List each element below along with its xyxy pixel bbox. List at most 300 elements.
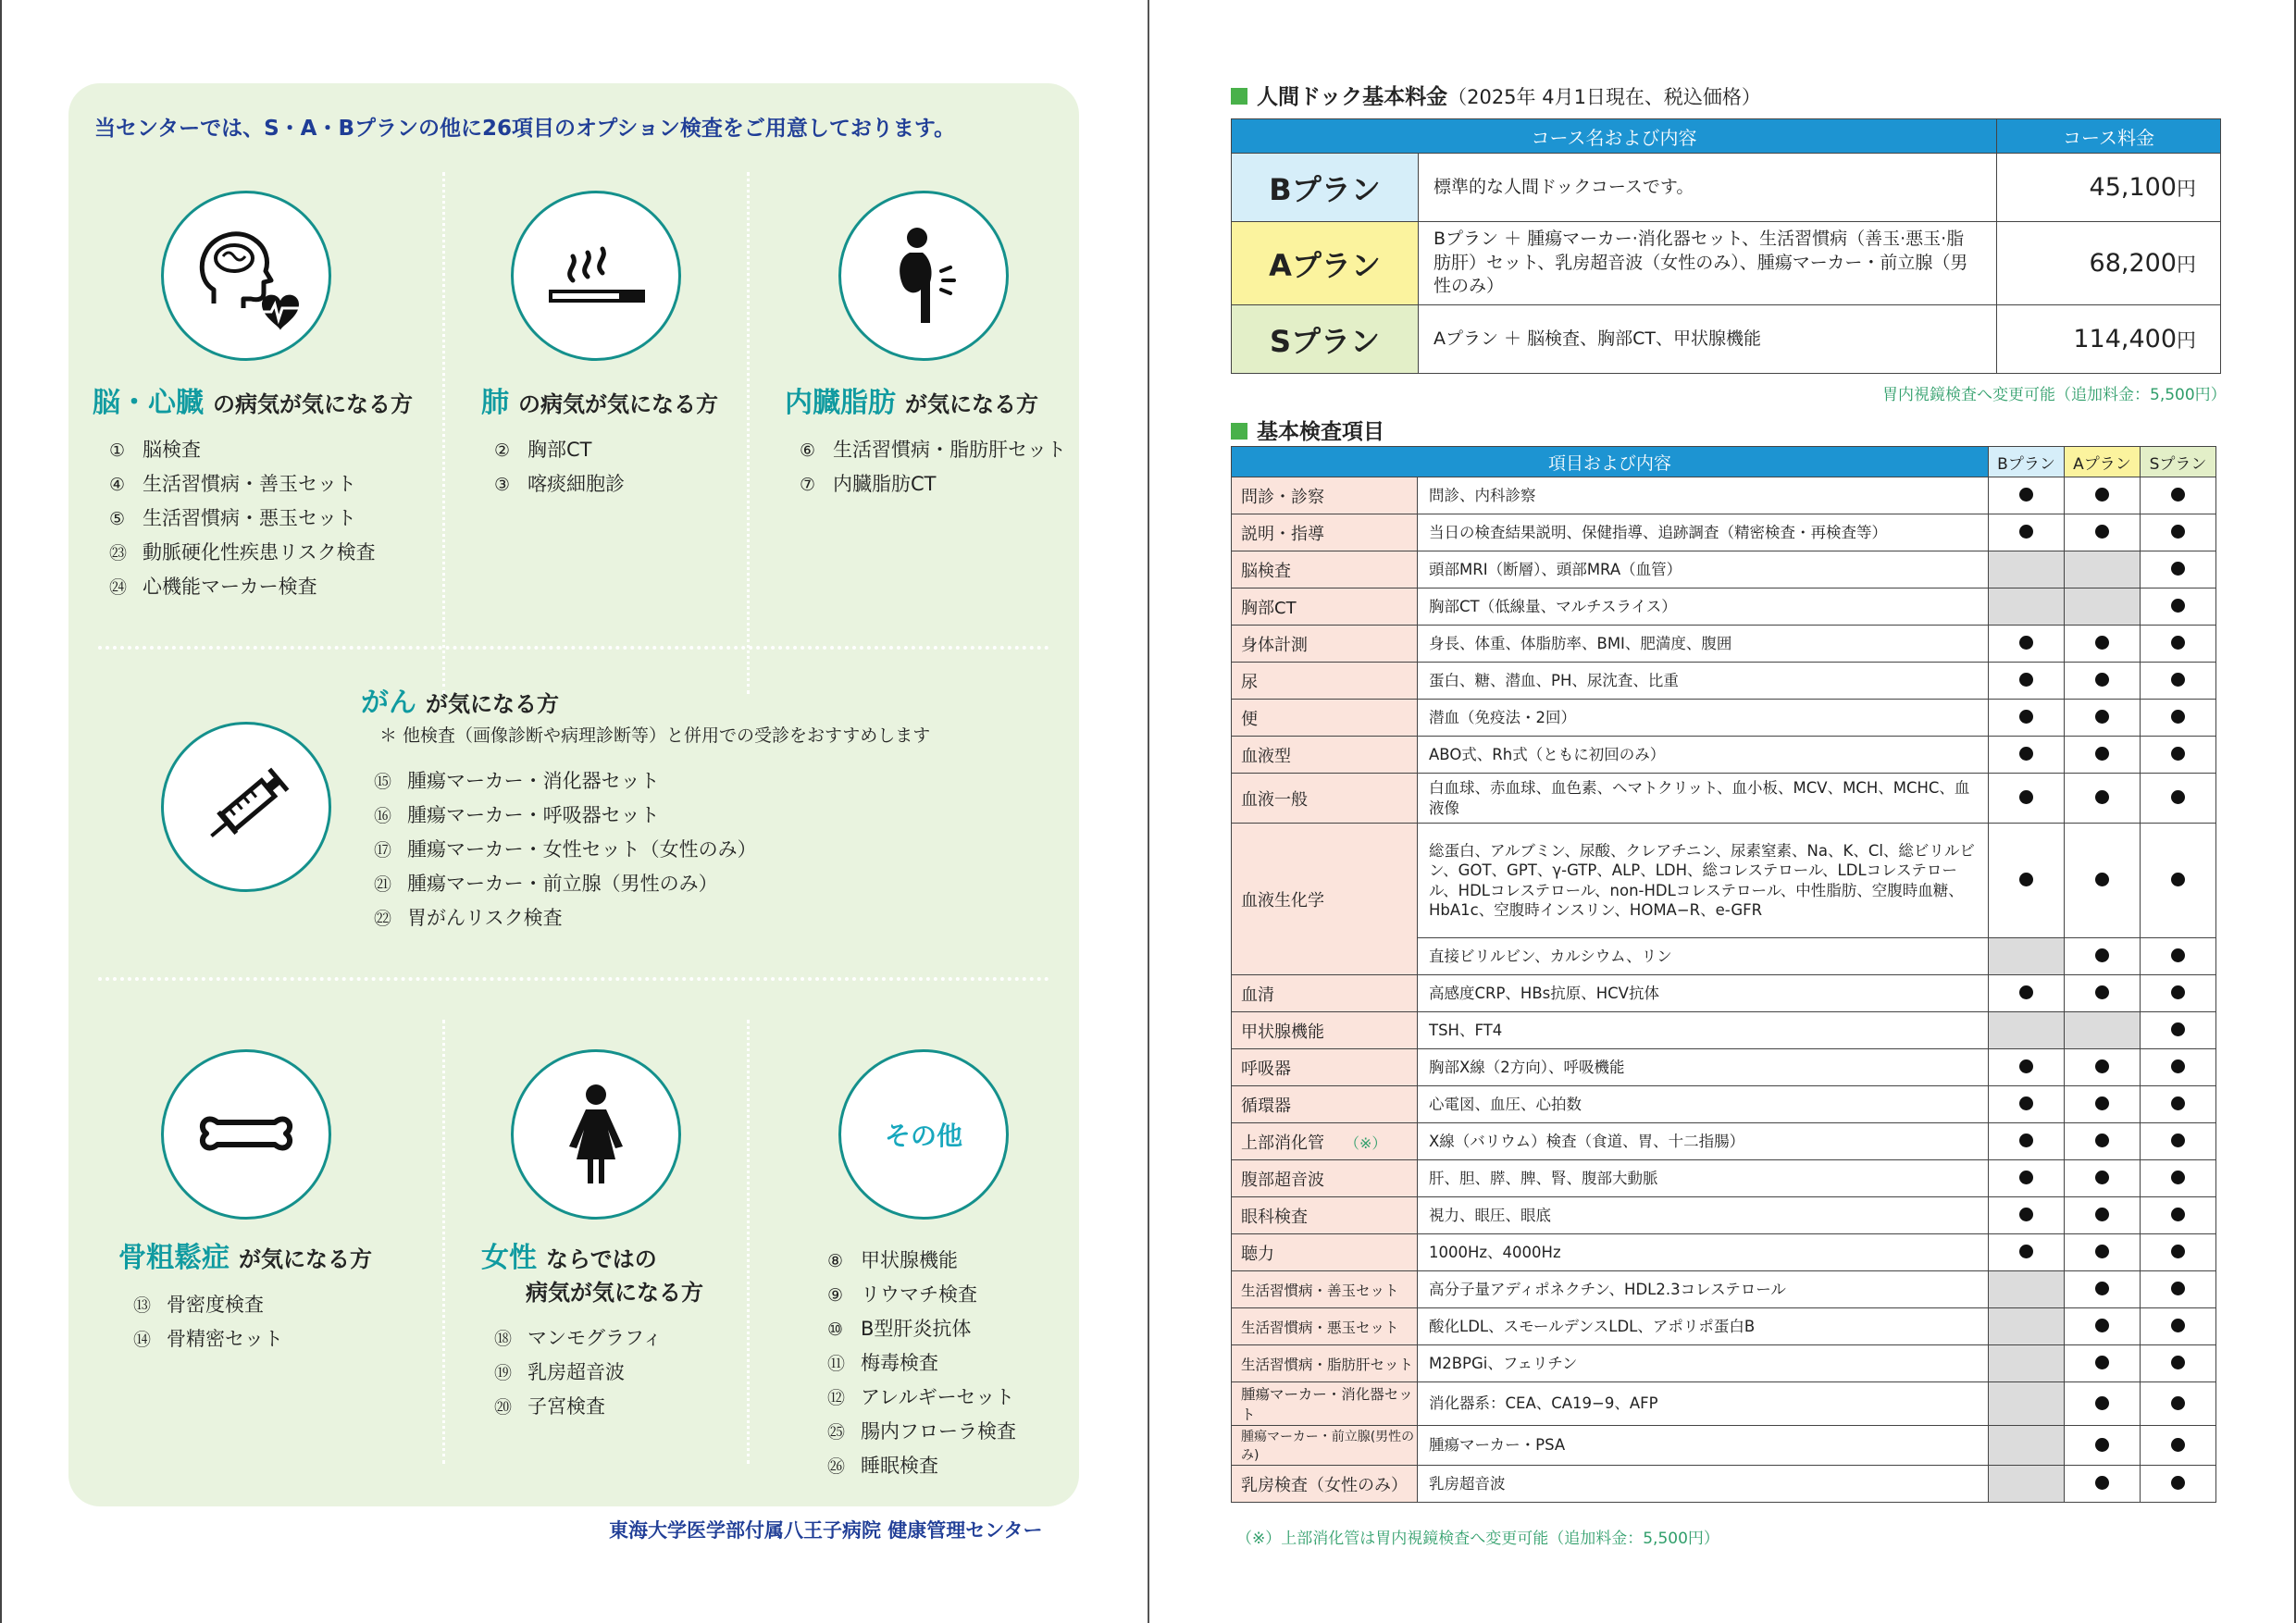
list-item: ④ 生活習慣病・善玉セット — [109, 473, 356, 495]
list-item: ② 胸部CT — [494, 439, 592, 461]
plan-a-cell — [2065, 477, 2141, 514]
plan-s-cell — [2141, 1012, 2216, 1049]
plan-b-cell — [1989, 1382, 2065, 1426]
included-dot-icon — [2019, 1059, 2033, 1073]
row-detail: 頭部MRI（断層）、頭部MRA（血管） — [1418, 551, 1989, 588]
included-dot-icon — [2171, 1134, 2185, 1147]
table-row — [1232, 551, 2216, 588]
included-dot-icon — [2095, 1171, 2109, 1184]
row-category: 血液一般 — [1232, 774, 1418, 824]
included-dot-icon — [2019, 710, 2033, 724]
plan-b-cell — [1989, 1271, 2065, 1308]
plan-s-cell — [2141, 938, 2216, 975]
plan-b-cell — [1989, 588, 2065, 626]
list-item: ㉖ 睡眠検査 — [827, 1455, 938, 1477]
row-detail: 潜血（免疫法・2回） — [1418, 700, 1989, 737]
table-row — [1232, 1345, 2216, 1382]
plan-b-cell — [1989, 737, 2065, 774]
plan-b-cell — [1989, 774, 2065, 824]
included-dot-icon — [2095, 1356, 2109, 1369]
row-category: 腫瘍マーカー・消化器セット — [1232, 1382, 1418, 1426]
plan-b-cell — [1989, 1049, 2065, 1086]
other-label: その他 — [884, 1121, 962, 1151]
plan-s-cell — [2141, 588, 2216, 626]
plan-b-cell — [1989, 477, 2065, 514]
included-dot-icon — [2095, 790, 2109, 804]
row-detail: 蛋白、糖、潜血、PH、尿沈査、比重 — [1418, 663, 1989, 700]
plan-a-cell — [2065, 626, 2141, 663]
row-category: 呼吸器 — [1232, 1049, 1418, 1086]
page-spine — [1148, 0, 1149, 1623]
row-category: 血液型 — [1232, 737, 1418, 774]
row-detail: 心電図、血圧、心拍数 — [1418, 1086, 1989, 1123]
bone-icon — [161, 1049, 331, 1220]
table-row — [1232, 1382, 2216, 1426]
included-dot-icon — [2019, 673, 2033, 687]
plan-s-cell — [2141, 1308, 2216, 1345]
basic-section-title — [1231, 415, 1384, 445]
options-panel — [68, 83, 1079, 1506]
plan-b-cell — [1989, 1012, 2065, 1049]
women-heading — [481, 1240, 703, 1307]
woman-icon — [511, 1049, 681, 1220]
brain-heart-rest: の病気が気になる方 — [213, 391, 413, 417]
list-item: ⑧ 甲状腺機能 — [827, 1249, 958, 1271]
plan-a-cell — [2065, 1234, 2141, 1271]
included-dot-icon — [2095, 1208, 2109, 1221]
row-detail: 乳房超音波 — [1418, 1466, 1989, 1503]
plan-a-cell — [2065, 1012, 2141, 1049]
plan-a-cell — [2065, 514, 2141, 551]
green-square-icon — [1231, 423, 1247, 440]
included-dot-icon — [2095, 873, 2109, 886]
list-item: ⑫ アレルギーセット — [827, 1386, 1015, 1408]
belly-icon — [838, 191, 1009, 361]
included-dot-icon — [2095, 1438, 2109, 1452]
table-row — [1232, 588, 2216, 626]
plan-a-cell — [2065, 1466, 2141, 1503]
included-dot-icon — [2171, 562, 2185, 576]
plan-a-cell — [2065, 1086, 2141, 1123]
basic-header-s: Sプラン — [2141, 447, 2216, 477]
cancer-rest: が気になる方 — [426, 691, 559, 717]
plan-a-cell — [2065, 1382, 2141, 1426]
table-row — [1232, 700, 2216, 737]
row-category: 身体計測 — [1232, 626, 1418, 663]
table-row — [1232, 1160, 2216, 1197]
included-dot-icon — [2095, 1134, 2109, 1147]
plan-a-cell — [2065, 588, 2141, 626]
divider-h — [98, 977, 1049, 981]
row-detail: 直接ビリルビン、カルシウム、リン — [1418, 938, 1989, 975]
row-category: 上部消化管 （※） — [1232, 1123, 1418, 1160]
plan-b-cell — [1989, 1308, 2065, 1345]
row-detail: 高分子量アディポネクチン、HDL2.3コレステロール — [1418, 1271, 1989, 1308]
table-row — [1232, 1308, 2216, 1345]
plan-b-cell — [1989, 700, 2065, 737]
included-dot-icon — [2019, 1171, 2033, 1184]
row-detail: M2BPGi、フェリチン — [1418, 1345, 1989, 1382]
basic-title: 基本検査項目 — [1257, 420, 1384, 444]
plan-s-cell — [2141, 1123, 2216, 1160]
plan-a-cell — [2065, 774, 2141, 824]
row-category: 胸部CT — [1232, 588, 1418, 626]
plan-name: Aプラン — [1232, 222, 1419, 305]
plan-s-cell — [2141, 663, 2216, 700]
included-dot-icon — [2171, 1208, 2185, 1221]
included-dot-icon — [2171, 1059, 2185, 1073]
plan-b-cell — [1989, 1197, 2065, 1234]
plan-b-cell — [1989, 1160, 2065, 1197]
plan-s-cell — [2141, 1426, 2216, 1466]
row-category: 生活習慣病・脂肪肝セット — [1232, 1345, 1418, 1382]
plan-b-cell — [1989, 1123, 2065, 1160]
fee-paren: （2025年 4月1日現在、税込価格） — [1447, 86, 1761, 108]
list-item: ⑲ 乳房超音波 — [494, 1361, 625, 1383]
plan-b-cell — [1989, 1086, 2065, 1123]
plan-name: Sプラン — [1232, 305, 1419, 374]
included-dot-icon — [2171, 790, 2185, 804]
row-category: 眼科検査 — [1232, 1197, 1418, 1234]
visceral-accent: 内臓脂肪 — [785, 387, 896, 419]
table-row — [1232, 737, 2216, 774]
lung-heading — [481, 385, 718, 423]
row-detail: 肝、胆、膵、脾、腎、腹部大動脈 — [1418, 1160, 1989, 1197]
included-dot-icon — [2019, 1208, 2033, 1221]
divider-v — [442, 172, 445, 694]
row-category: 腹部超音波 — [1232, 1160, 1418, 1197]
other-circle — [838, 1049, 1009, 1220]
included-dot-icon — [2171, 673, 2185, 687]
included-dot-icon — [2095, 1396, 2109, 1410]
basic-note: （※）上部消化管は胃内視鏡検査へ変更可能（追加料金：5,500円） — [1236, 1530, 1719, 1548]
plan-s-cell — [2141, 1234, 2216, 1271]
plan-s-cell — [2141, 737, 2216, 774]
women-rest2: 病気が気になる方 — [526, 1279, 703, 1306]
included-dot-icon — [2171, 1396, 2185, 1410]
row-detail: TSH、FT4 — [1418, 1012, 1989, 1049]
plan-s-cell — [2141, 1271, 2216, 1308]
row-detail: ABO式、Rh式（ともに初回のみ） — [1418, 737, 1989, 774]
included-dot-icon — [2095, 488, 2109, 502]
divider-v — [442, 1020, 445, 1464]
row-detail: 白血球、赤血球、血色素、ヘマトクリット、血小板、MCV、MCH、MCHC、血液像 — [1418, 774, 1989, 824]
included-dot-icon — [2171, 525, 2185, 539]
plan-fee: 45,100円 — [1997, 154, 2221, 222]
plan-a-cell — [2065, 1197, 2141, 1234]
plan-b-cell — [1989, 1466, 2065, 1503]
included-dot-icon — [2171, 1096, 2185, 1110]
plan-fee: 68,200円 — [1997, 222, 2221, 305]
row-category: 便 — [1232, 700, 1418, 737]
row-note-mark: （※） — [1345, 1134, 1387, 1152]
plan-a-cell — [2065, 975, 2141, 1012]
cigarette-icon — [511, 191, 681, 361]
included-dot-icon — [2171, 747, 2185, 761]
list-item: ⑩ B型肝炎抗体 — [827, 1318, 972, 1340]
included-dot-icon — [2095, 1282, 2109, 1295]
row-detail: 問診、内科診察 — [1418, 477, 1989, 514]
page-edge-left — [0, 0, 2, 1623]
brain-heart-accent: 脳・心臓 — [93, 387, 204, 419]
included-dot-icon — [2019, 747, 2033, 761]
table-row — [1232, 663, 2216, 700]
other-list — [827, 1244, 1016, 1483]
table-row — [1232, 1271, 2216, 1308]
brain-heart-list — [109, 433, 376, 604]
table-row — [1232, 824, 2216, 938]
visceral-rest: が気になる方 — [905, 391, 1038, 417]
list-item: ① 脳検査 — [109, 439, 201, 461]
included-dot-icon — [2171, 873, 2185, 886]
lung-accent: 肺 — [481, 387, 509, 419]
row-detail: 酸化LDL、スモールデンスLDL、アポリポ蛋白B — [1418, 1308, 1989, 1345]
cancer-list — [374, 764, 757, 935]
plan-s-cell — [2141, 514, 2216, 551]
included-dot-icon — [2095, 948, 2109, 962]
included-dot-icon — [2171, 599, 2185, 613]
list-item: ⑯ 腫瘍マーカー・呼吸器セット — [374, 804, 660, 826]
row-detail: 高感度CRP、HBs抗原、HCV抗体 — [1418, 975, 1989, 1012]
divider-v — [747, 172, 750, 694]
plan-name: Bプラン — [1232, 154, 1419, 222]
included-dot-icon — [2095, 1245, 2109, 1258]
fee-note: 胃内視鏡検査へ変更可能（追加料金：5,500円） — [1882, 386, 2227, 404]
plan-b-cell — [1989, 514, 2065, 551]
list-item: ⑤ 生活習慣病・悪玉セット — [109, 507, 356, 529]
basic-table — [1231, 446, 2216, 1503]
row-detail: 総蛋白、アルブミン、尿酸、クレアチニン、尿素窒素、Na、K、Cl、総ビリルビン、GOT、GPT、γ-GTP、ALP、LDH、総コレステロール、LDLコレステロール、HDLコレステロール、non-HDLコレステロール、中性脂肪、空腹時血糖、HbA1c、空腹時インスリン、HOMA−R、e-GFR — [1418, 824, 1989, 938]
plan-a-cell — [2065, 1271, 2141, 1308]
footer-institution: 東海大学医学部付属八王子病院 健康管理センター — [609, 1519, 1043, 1542]
plan-s-cell — [2141, 477, 2216, 514]
plan-b-cell — [1989, 824, 2065, 938]
plan-b-cell — [1989, 551, 2065, 588]
list-item: ③ 喀痰細胞診 — [494, 473, 625, 495]
fee-table — [1231, 118, 2221, 374]
plan-b-cell — [1989, 1345, 2065, 1382]
plan-s-cell — [2141, 774, 2216, 824]
green-square-icon — [1231, 88, 1247, 105]
row-detail: 当日の検査結果説明、保健指導、追跡調査（精密検査・再検査等） — [1418, 514, 1989, 551]
lung-rest: の病気が気になる方 — [518, 391, 718, 417]
row-category: 血清 — [1232, 975, 1418, 1012]
plan-a-cell — [2065, 700, 2141, 737]
table-row — [1232, 1426, 2216, 1466]
plan-b-cell — [1989, 1234, 2065, 1271]
row-category: 乳房検査（女性のみ） — [1232, 1466, 1418, 1503]
list-item: ⑥ 生活習慣病・脂肪肝セット — [800, 439, 1066, 461]
included-dot-icon — [2019, 1245, 2033, 1258]
included-dot-icon — [2095, 525, 2109, 539]
women-rest: ならではの — [546, 1246, 657, 1272]
divider-h — [98, 646, 1049, 650]
row-detail: 1000Hz、4000Hz — [1418, 1234, 1989, 1271]
table-row — [1232, 1466, 2216, 1503]
women-accent: 女性 — [481, 1242, 537, 1274]
row-category: 生活習慣病・善玉セット — [1232, 1271, 1418, 1308]
table-row — [1232, 975, 2216, 1012]
included-dot-icon — [2095, 673, 2109, 687]
plan-a-cell — [2065, 1160, 2141, 1197]
included-dot-icon — [2171, 1356, 2185, 1369]
row-category: 問診・診察 — [1232, 477, 1418, 514]
list-item: ㉔ 心機能マーカー検査 — [109, 576, 317, 598]
brain-heart-heading — [93, 385, 413, 423]
list-item: ⑦ 内臓脂肪CT — [800, 473, 937, 495]
plan-s-cell — [2141, 1086, 2216, 1123]
plan-a-cell — [2065, 551, 2141, 588]
included-dot-icon — [2171, 636, 2185, 650]
row-detail: 身長、体重、体脂肪率、BMI、肥満度、腹囲 — [1418, 626, 1989, 663]
plan-s-cell — [2141, 975, 2216, 1012]
included-dot-icon — [2095, 636, 2109, 650]
row-category: 尿 — [1232, 663, 1418, 700]
fee-header-fee: コース料金 — [1997, 119, 2221, 154]
plan-s-cell — [2141, 824, 2216, 938]
list-item: ㉒ 胃がんリスク検査 — [374, 907, 563, 929]
plan-s-cell — [2141, 1197, 2216, 1234]
included-dot-icon — [2019, 790, 2033, 804]
row-category: 腫瘍マーカー・前立腺(男性のみ) — [1232, 1426, 1418, 1466]
brain-heart-icon — [161, 191, 331, 361]
plan-fee: 114,400円 — [1997, 305, 2221, 374]
bone-rest: が気になる方 — [239, 1246, 372, 1272]
included-dot-icon — [2095, 985, 2109, 999]
included-dot-icon — [2171, 1171, 2185, 1184]
row-category: 生活習慣病・悪玉セット — [1232, 1308, 1418, 1345]
plan-desc: 標準的な人間ドックコースです。 — [1419, 154, 1997, 222]
list-item: ⑭ 骨精密セット — [133, 1328, 283, 1350]
row-category: 聴力 — [1232, 1234, 1418, 1271]
list-item: ⑪ 梅毒検査 — [827, 1352, 938, 1374]
included-dot-icon — [2019, 636, 2033, 650]
plan-a-cell — [2065, 1123, 2141, 1160]
table-row — [1232, 514, 2216, 551]
plan-s-cell — [2141, 626, 2216, 663]
women-list — [494, 1321, 662, 1424]
list-item: ⑳ 子宮検査 — [494, 1395, 605, 1418]
row-category: 説明・指導 — [1232, 514, 1418, 551]
included-dot-icon — [2019, 525, 2033, 539]
cancer-note: ＊ 他検査（画像診断や病理診断等）と併用での受診をおすすめします — [379, 725, 931, 746]
plan-row — [1232, 305, 2221, 374]
plan-a-cell — [2065, 737, 2141, 774]
fee-section-title — [1231, 80, 1761, 110]
included-dot-icon — [2095, 1476, 2109, 1490]
row-category: 血液生化学 — [1232, 824, 1418, 975]
included-dot-icon — [2171, 1245, 2185, 1258]
included-dot-icon — [2171, 1319, 2185, 1332]
list-item: ㉑ 腫瘍マーカー・前立腺（男性のみ） — [374, 873, 718, 895]
row-detail: 胸部CT（低線量、マルチスライス） — [1418, 588, 1989, 626]
plan-s-cell — [2141, 1049, 2216, 1086]
included-dot-icon — [2171, 1282, 2185, 1295]
list-item: ⑨ リウマチ検査 — [827, 1283, 977, 1306]
row-detail: 視力、眼圧、眼底 — [1418, 1197, 1989, 1234]
included-dot-icon — [2095, 710, 2109, 724]
list-item: ⑮ 腫瘍マーカー・消化器セット — [374, 770, 660, 792]
plan-b-cell — [1989, 626, 2065, 663]
plan-a-cell — [2065, 663, 2141, 700]
lung-list — [494, 433, 625, 502]
included-dot-icon — [2019, 488, 2033, 502]
table-row — [1232, 1197, 2216, 1234]
bone-list — [133, 1288, 283, 1357]
plan-row — [1232, 222, 2221, 305]
included-dot-icon — [2095, 1059, 2109, 1073]
included-dot-icon — [2171, 1476, 2185, 1490]
plan-b-cell — [1989, 663, 2065, 700]
plan-s-cell — [2141, 700, 2216, 737]
plan-s-cell — [2141, 551, 2216, 588]
fee-header-course: コース名および内容 — [1232, 119, 1997, 154]
plan-s-cell — [2141, 1466, 2216, 1503]
included-dot-icon — [2019, 985, 2033, 999]
table-row — [1232, 477, 2216, 514]
table-row — [1232, 1049, 2216, 1086]
plan-s-cell — [2141, 1160, 2216, 1197]
visceral-list — [800, 433, 1066, 502]
cancer-heading — [361, 685, 559, 723]
plan-b-cell — [1989, 1426, 2065, 1466]
list-item: ⑰ 腫瘍マーカー・女性セット（女性のみ） — [374, 838, 757, 861]
basic-header-a: Aプラン — [2065, 447, 2141, 477]
basic-header-item: 項目および内容 — [1232, 447, 1989, 477]
plan-desc: Bプラン ＋ 腫瘍マーカー·消化器セット、生活習慣病（善玉·悪玉·脂肪肝）セット、乳房超音波（女性のみ）、腫瘍マーカー・前立腺（男性のみ） — [1419, 222, 1997, 305]
plan-row — [1232, 154, 2221, 222]
cancer-accent: がん — [361, 687, 416, 719]
row-category: 甲状腺機能 — [1232, 1012, 1418, 1049]
included-dot-icon — [2171, 948, 2185, 962]
bone-heading — [118, 1240, 372, 1278]
included-dot-icon — [2019, 1096, 2033, 1110]
list-item: ⑬ 骨密度検査 — [133, 1294, 264, 1316]
plan-a-cell — [2065, 1049, 2141, 1086]
included-dot-icon — [2171, 1022, 2185, 1036]
plan-desc: Aプラン ＋ 脳検査、胸部CT、甲状腺機能 — [1419, 305, 1997, 374]
plan-s-cell — [2141, 1382, 2216, 1426]
plan-b-cell — [1989, 975, 2065, 1012]
table-row — [1232, 1234, 2216, 1271]
included-dot-icon — [2095, 1096, 2109, 1110]
included-dot-icon — [2171, 1438, 2185, 1452]
intro-text: 当センターでは、S・A・Bプランの他に26項目のオプション検査をご用意しております。 — [94, 117, 956, 141]
included-dot-icon — [2019, 1134, 2033, 1147]
syringe-icon — [161, 722, 331, 892]
bone-accent: 骨粗鬆症 — [118, 1242, 230, 1274]
included-dot-icon — [2095, 747, 2109, 761]
included-dot-icon — [2171, 985, 2185, 999]
table-row — [1232, 1123, 2216, 1160]
plan-a-cell — [2065, 1345, 2141, 1382]
basic-header-b: Bプラン — [1989, 447, 2065, 477]
plan-s-cell — [2141, 1345, 2216, 1382]
included-dot-icon — [2019, 873, 2033, 886]
table-row — [1232, 774, 2216, 824]
row-detail: 腫瘍マーカー・PSA — [1418, 1426, 1989, 1466]
fee-title: 人間ドック基本料金 — [1257, 85, 1448, 109]
list-item: ㉓ 動脈硬化性疾患リスク検査 — [109, 541, 376, 564]
row-detail: 胸部X線（2方向）、呼吸機能 — [1418, 1049, 1989, 1086]
visceral-heading — [785, 385, 1038, 423]
divider-v — [747, 1020, 750, 1464]
plan-a-cell — [2065, 1308, 2141, 1345]
plan-a-cell — [2065, 938, 2141, 975]
row-detail: X線（バリウム）検査（食道、胃、十二指腸） — [1418, 1123, 1989, 1160]
row-detail: 消化器系：CEA、CA19−9、AFP — [1418, 1382, 1989, 1426]
table-row — [1232, 626, 2216, 663]
